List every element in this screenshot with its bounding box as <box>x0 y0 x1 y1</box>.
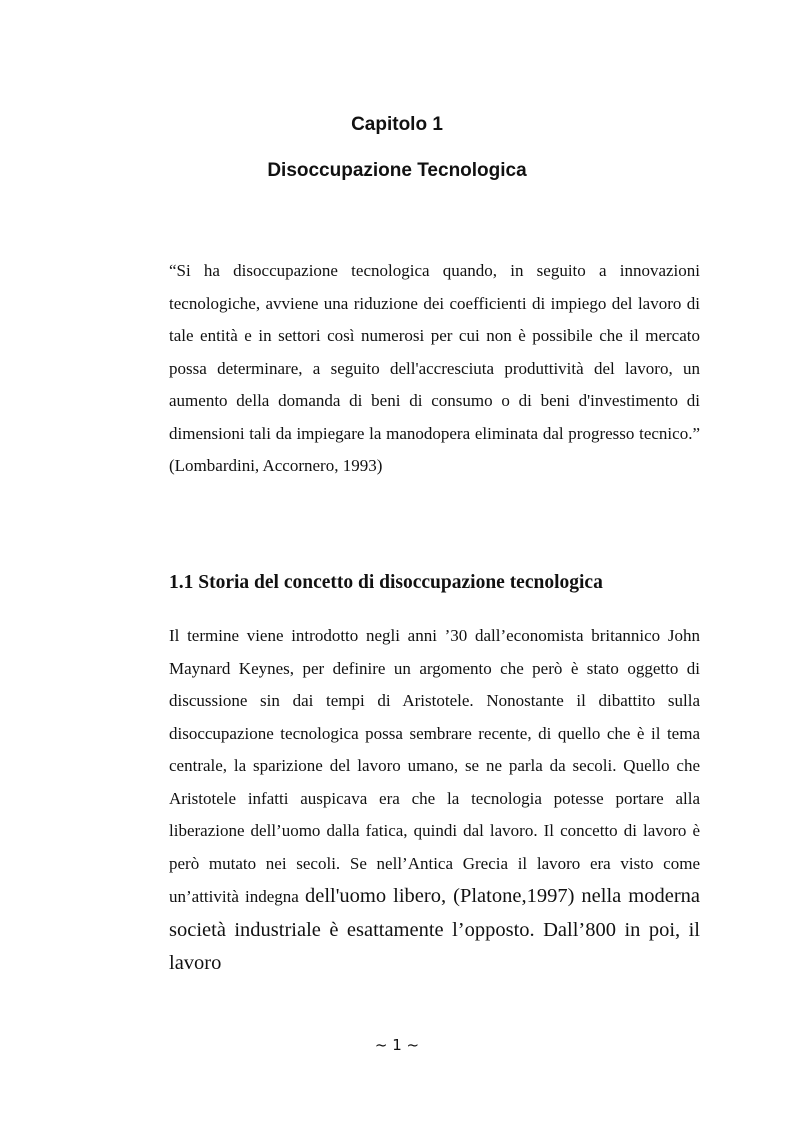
opening-quote: “Si ha disoccupazione tecnologica quando, in seguito a innovazioni tecnologiche, avviene una riduzione dei coefficienti di impiego del lavoro di tale entità e in settori così numerosi per cui non è possibile che il mercato possa determinare, a seguito dell'accresciuta produttività del lavoro, un aumento della domanda di beni di consumo o di beni d'investimento di dimensioni tali da impiegare la manodopera eliminata dal progresso tecnico.” (Lombardini, Accornero, 1993) <box>169 261 700 475</box>
section-paragraph <box>169 620 700 981</box>
page-number: ~ 1 ~ <box>374 1036 420 1054</box>
paragraph-tail-text: dell'uomo libero, (Platone,1997) nella moderna società industriale è esattamente l’opposto. Dall’800 in poi, il lavoro <box>169 885 701 974</box>
chapter-title: Disoccupazione Tecnologica <box>267 160 527 181</box>
section-heading: 1.1 Storia del concetto di disoccupazione tecnologica <box>169 572 603 593</box>
chapter-label: Capitolo 1 <box>351 114 443 135</box>
paragraph-main-text: Il termine viene introdotto negli anni ’30 dall’economista britannico John Maynard Keynes, per definire un argomento che però è stato oggetto di discussione sin dai tempi di Aristotele. Nonostante il dibattito sulla disoccupazione tecnologica possa sembrare recente, di quello che è il tema centrale, la sparizione del lavoro umano, se ne parla da secoli. Quello che Aristotele infatti auspicava era che la tecnologia potesse portare alla liberazione dell’uomo dalla fatica, quindi dal lavoro. Il concetto di lavoro è però mutato nei secoli. Se nell’Antica Grecia il lavoro era visto come un’attività indegna <box>169 626 700 906</box>
